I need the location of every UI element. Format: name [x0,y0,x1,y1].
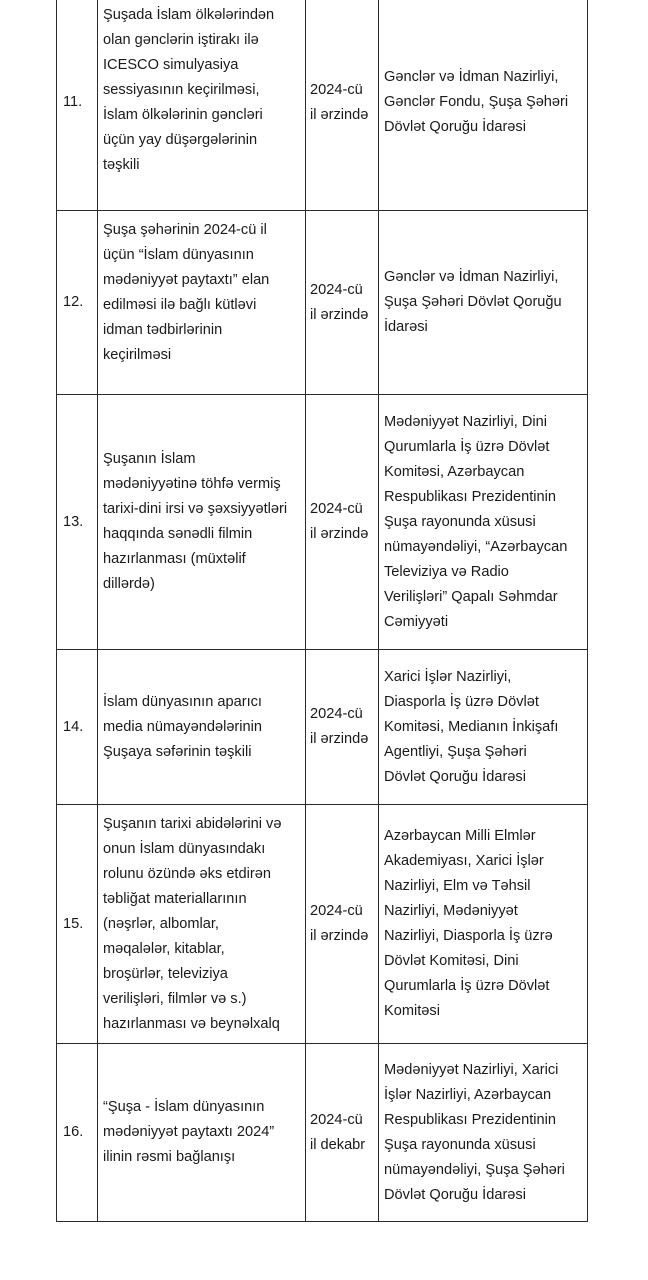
deadline: 2024-cü il ərzində [306,0,379,211]
executors: Mədəniyyət Nazirliyi, Dini Qurumlarla İş üzrə Dövlət Komitəsi, Azərbaycan Respublikası Prezidentinin Şuşa rayonunda xüsusi nümayəndəliyi, “Azərbaycan Televiziya və Radio Verilişləri” Qapalı Səhmdar Cəmiyyəti [379,395,588,650]
executors: Gənclər və İdman Nazirliyi, Şuşa Şəhəri Dövlət Qoruğu İdarəsi [379,211,588,395]
table-row [57,1044,588,1222]
task-description: İslam dünyasının aparıcı media nümayəndələrinin Şuşaya səfərinin təşkili [98,650,306,805]
executors: Xarici İşlər Nazirliyi, Diasporla İş üzrə Dövlət Komitəsi, Medianın İnkişafı Agentliyi, Şuşa Şəhəri Dövlət Qoruğu İdarəsi [379,650,588,805]
table-row [57,211,588,395]
table-row [57,0,588,211]
deadline: 2024-cü il dekabr [306,1044,379,1222]
task-description: Şuşa şəhərinin 2024-cü il üçün “İslam dünyasının mədəniyyət paytaxtı” elan edilməsi ilə bağlı kütləvi idman tədbirlərinin keçirilməsi [98,211,306,395]
deadline: 2024-cü il ərzində [306,650,379,805]
deadline: 2024-cü il ərzində [306,805,379,1044]
task-description: Şuşanın İslam mədəniyyətinə töhfə vermiş tarixi-dini irsi və şəxsiyyətləri haqqında sənədli filmin hazırlanması (müxtəlif dillərdə) [98,395,306,650]
row-number: 15. [57,805,98,1044]
executors: Gənclər və İdman Nazirliyi, Gənclər Fondu, Şuşa Şəhəri Dövlət Qoruğu İdarəsi [379,0,588,211]
table-row [57,395,588,650]
row-number: 12. [57,211,98,395]
executors: Azərbaycan Milli Elmlər Akademiyası, Xarici İşlər Nazirliyi, Elm və Təhsil Nazirliyi, Mədəniyyət Nazirliyi, Diasporla İş üzrə Dövlət Komitəsi, Dini Qurumlarla İş üzrə Dövlət Komitəsi [379,805,588,1044]
action-plan-table [56,0,588,1222]
deadline: 2024-cü il ərzində [306,211,379,395]
task-description: Şuşada İslam ölkələrindən olan gənclərin iştirakı ilə ICESCO simulyasiya sessiyasının keçirilməsi, İslam ölkələrinin gəncləri üçün yay düşərgələrinin təşkili [98,0,306,211]
row-number: 11. [57,0,98,211]
row-number: 16. [57,1044,98,1222]
table-row [57,805,588,1044]
executors: Mədəniyyət Nazirliyi, Xarici İşlər Nazirliyi, Azərbaycan Respublikası Prezidentinin Şuşa rayonunda xüsusi nümayəndəliyi, Şuşa Şəhəri Dövlət Qoruğu İdarəsi [379,1044,588,1222]
task-description: “Şuşa - İslam dünyasının mədəniyyət paytaxtı 2024” ilinin rəsmi bağlanışı [98,1044,306,1222]
table-row [57,650,588,805]
deadline: 2024-cü il ərzində [306,395,379,650]
row-number: 13. [57,395,98,650]
row-number: 14. [57,650,98,805]
task-description: Şuşanın tarixi abidələrini və onun İslam dünyasındakı rolunu özündə əks etdirən təbliğat materiallarının (nəşrlər, albomlar, məqalələr, kitablar, broşürlər, televiziya verilişləri, filmlər və s.) hazırlanması və beynəlxalq [98,805,306,1044]
